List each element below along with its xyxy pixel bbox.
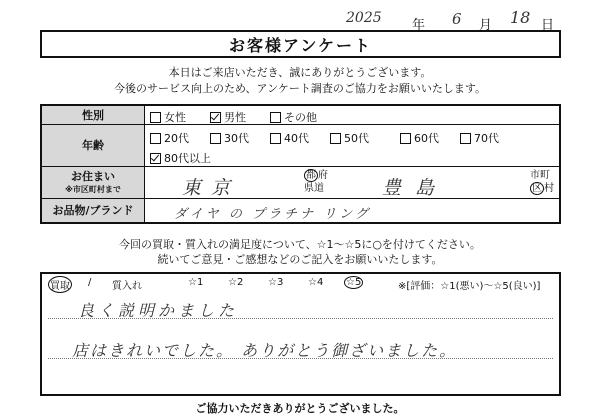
age-row	[42, 124, 559, 166]
type-pawn[interactable]: 質入れ	[112, 281, 142, 292]
feedback-box	[40, 272, 561, 396]
city-suffix: 市町 区 村	[530, 170, 554, 194]
address-row	[42, 166, 559, 198]
item-value[interactable]: ダイヤ の プラチナ リング	[174, 207, 371, 222]
closing-message: ご協力いただきありがとうございました。	[195, 402, 405, 415]
profile-form	[40, 104, 561, 224]
date-row	[0, 6, 600, 33]
checkbox-icon[interactable]	[460, 133, 471, 144]
gender-row	[42, 106, 559, 124]
age-option-50s[interactable]: 50代	[330, 130, 369, 146]
survey-title: お客様アンケート	[40, 30, 561, 58]
gender-option-female[interactable]: 女性	[150, 109, 186, 125]
checkbox-icon[interactable]	[330, 133, 341, 144]
day-value: 18	[510, 8, 531, 27]
month-label: 月	[479, 18, 493, 33]
day-label: 日	[541, 18, 555, 33]
checkbox-checked-icon[interactable]	[150, 153, 161, 164]
star-3[interactable]: ☆3	[268, 277, 284, 288]
year-value: 2025	[346, 10, 382, 26]
gender-option-male[interactable]: 男性	[210, 109, 246, 125]
month-value: 6	[452, 10, 462, 28]
checkbox-icon[interactable]	[150, 133, 161, 144]
checkbox-icon[interactable]	[150, 112, 161, 123]
age-option-70s[interactable]: 70代	[460, 130, 499, 146]
rating-legend: ※[評価：☆1(悪い)～☆5(良い)]	[398, 281, 541, 292]
rating-note-2: 続いてご意見・ご感想などのご記入をお願いいたします。	[157, 253, 443, 266]
feedback-line-2[interactable]: 店はきれいでした。 ありがとう御ざいました。	[72, 341, 458, 360]
city-value[interactable]: 豊島	[382, 177, 449, 199]
type-buyback[interactable]: 買取	[48, 276, 72, 293]
prefecture-suffix: 都 府 県道	[304, 170, 328, 194]
feedback-line-1[interactable]: 良く説明かました	[78, 301, 239, 320]
star-2[interactable]: ☆2	[228, 277, 244, 288]
star-5[interactable]: ☆5	[346, 277, 362, 288]
year-label: 年	[412, 18, 426, 33]
intro-line-1: 本日はご来店いただき、誠にありがとうございます。	[168, 66, 432, 79]
item-row	[42, 198, 559, 222]
age-option-80s-plus[interactable]: 80代以上	[150, 150, 211, 166]
rating-note-1: 今回の買取・質入れの満足度について、☆1～☆5に○を付けてください。	[119, 238, 481, 251]
checkbox-icon[interactable]	[270, 112, 281, 123]
star-4[interactable]: ☆4	[308, 277, 324, 288]
age-option-40s[interactable]: 40代	[270, 130, 309, 146]
age-label: 年齢	[42, 125, 145, 166]
prefecture-value[interactable]: 東京	[182, 177, 241, 199]
checkbox-icon[interactable]	[270, 133, 281, 144]
gender-option-other[interactable]: その他	[270, 109, 317, 125]
checkbox-icon[interactable]	[210, 133, 221, 144]
age-option-60s[interactable]: 60代	[400, 130, 439, 146]
intro-line-2: 今後のサービス向上のため、アンケート調査のご協力をお願いいたします。	[113, 82, 487, 95]
feedback-header	[42, 274, 559, 292]
checkbox-icon[interactable]	[400, 133, 411, 144]
gender-label: 性別	[42, 106, 145, 124]
address-label: お住まい ※市区町村まで	[42, 167, 145, 198]
checkbox-checked-icon[interactable]	[210, 112, 221, 123]
age-option-20s[interactable]: 20代	[150, 130, 189, 146]
item-label: お品物/ブランド	[42, 199, 145, 222]
star-1[interactable]: ☆1	[188, 277, 204, 288]
type-separator: /	[88, 277, 92, 288]
age-option-30s[interactable]: 30代	[210, 130, 249, 146]
